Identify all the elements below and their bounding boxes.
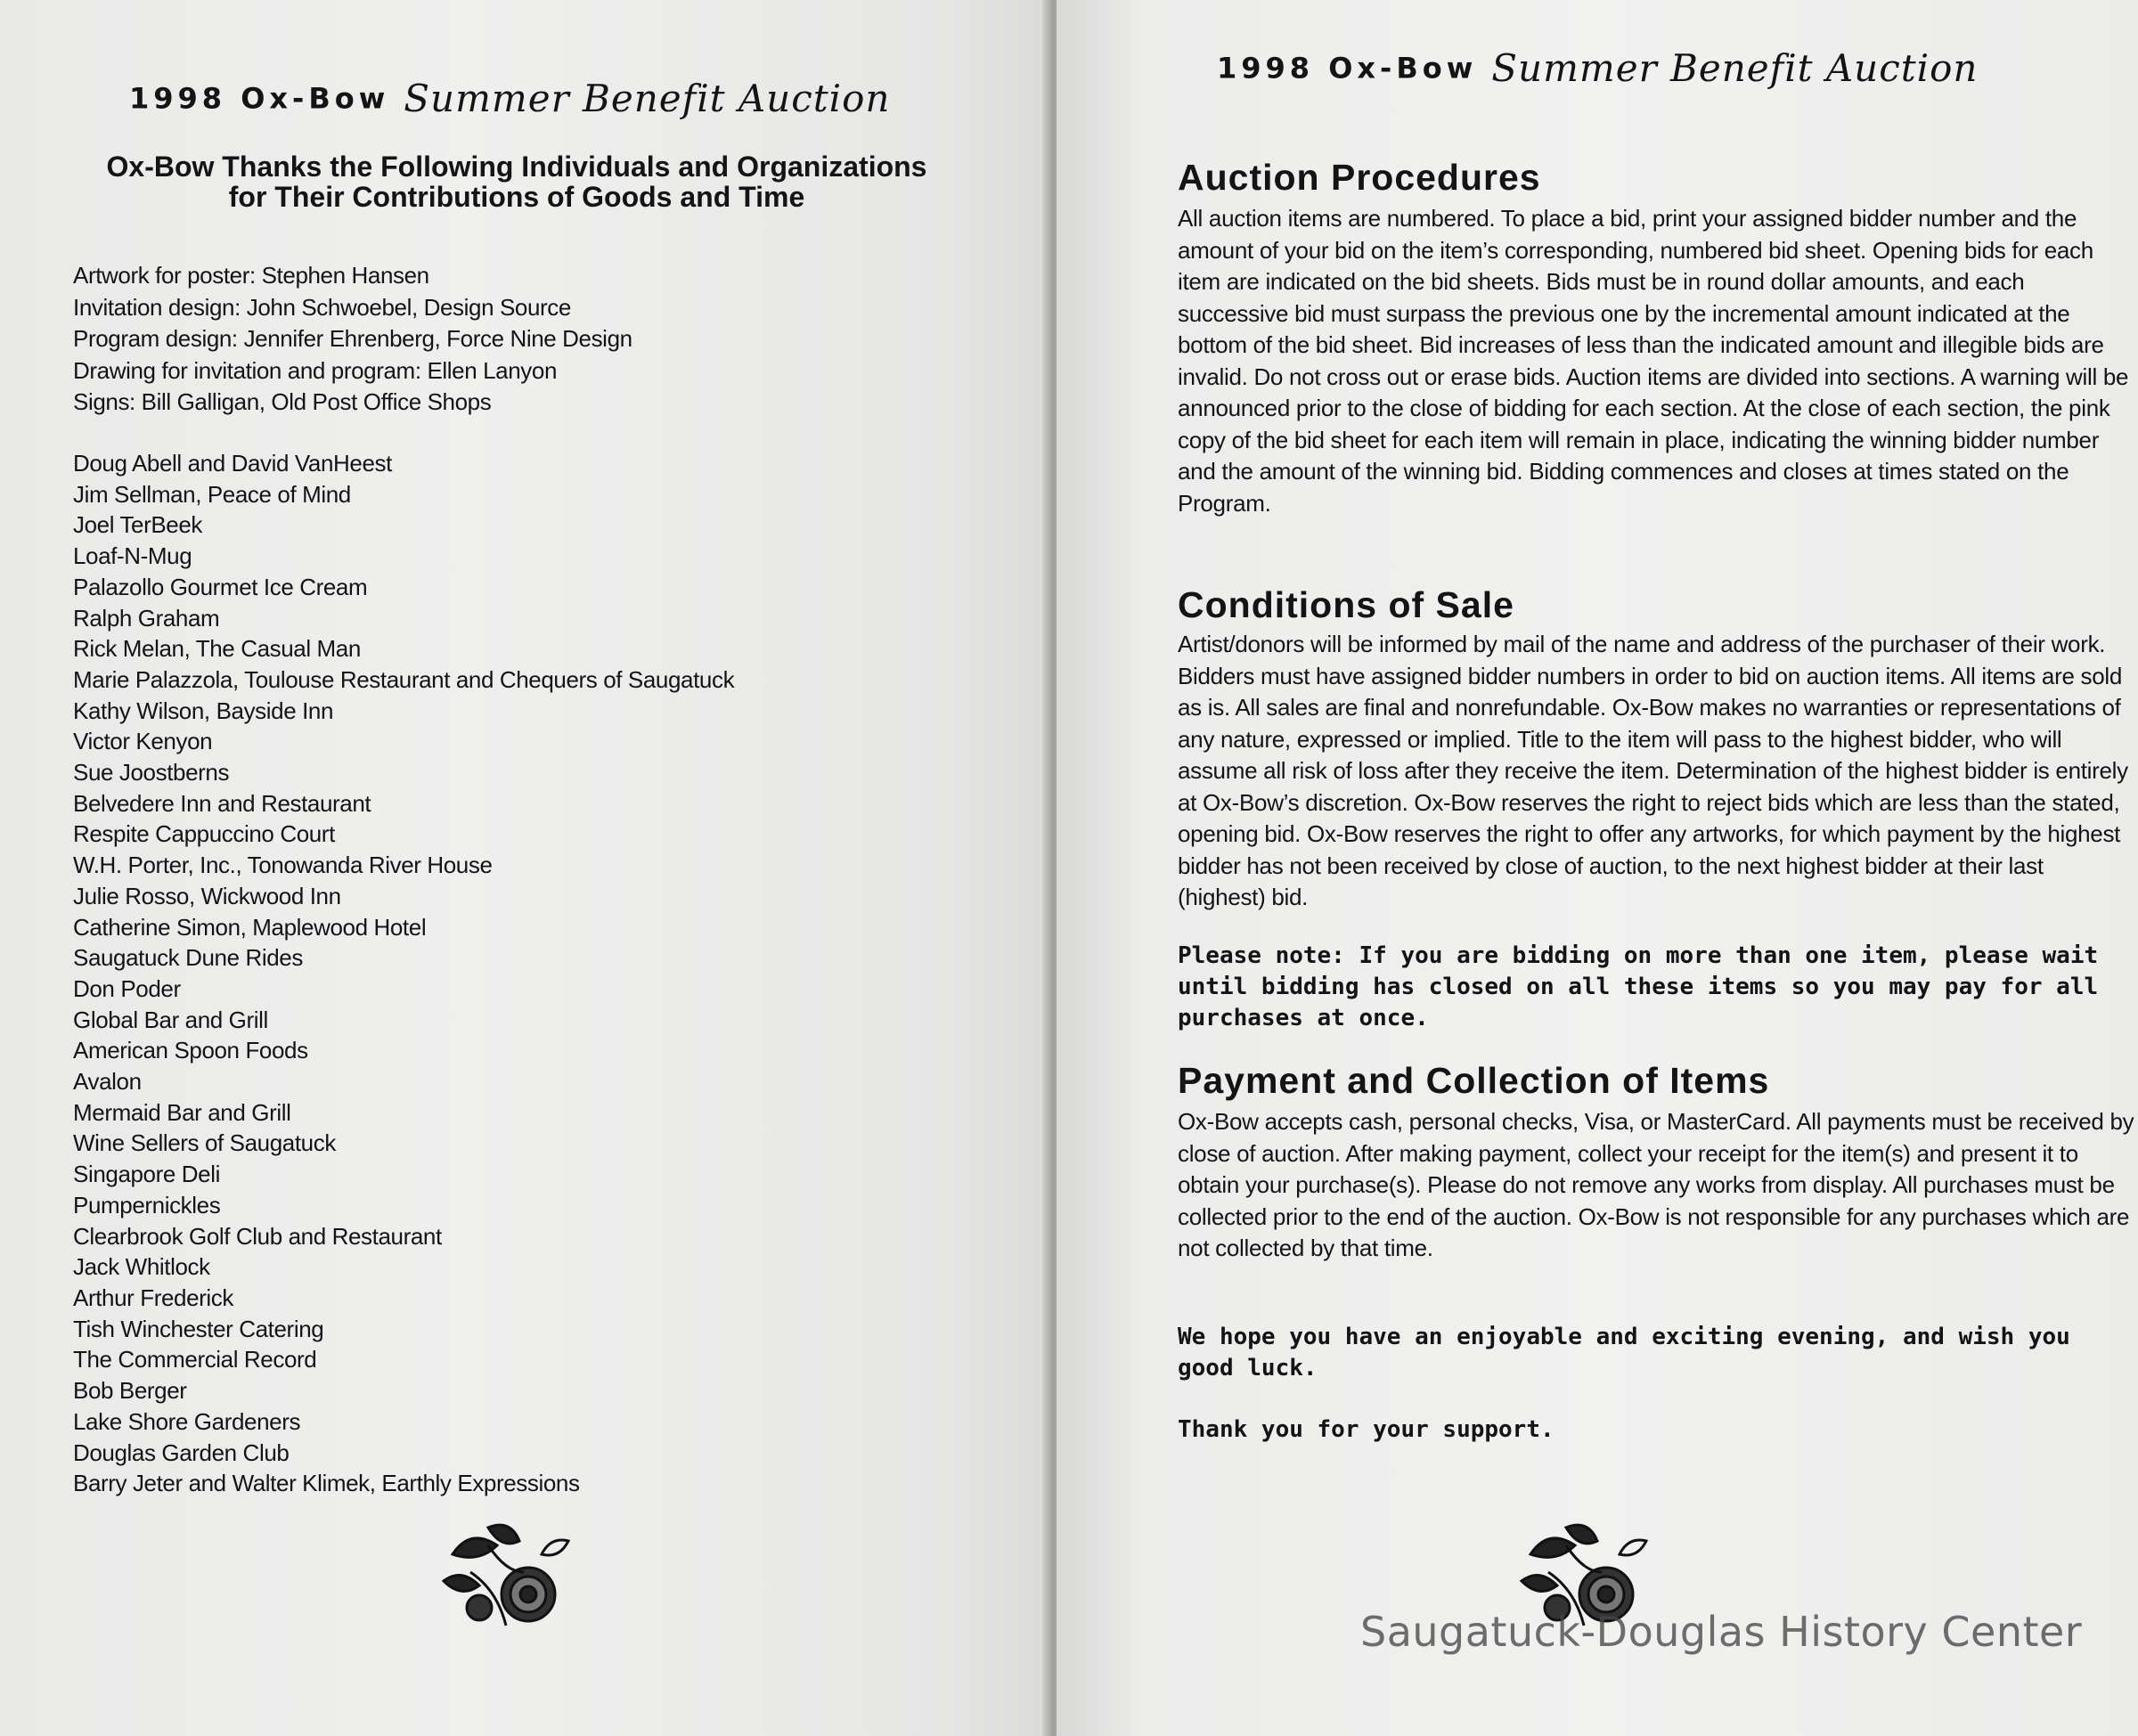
contributor-item: Barry Jeter and Walter Klimek, Earthly Expressions <box>73 1470 580 1497</box>
flower-drawing-icon <box>435 1519 577 1634</box>
right-page-header <box>1217 46 1978 90</box>
contributor-item: Joel TerBeek <box>73 511 203 539</box>
procedures-text: All auction items are numbered. To place a bid, print your assigned bidder number and the amount of your bid on the item’s corresponding, numbered bid sheet. Opening bids for each item are indicated on the bid sheets. Bids must be in round dollar amounts, and each successive bid must surpass the previous one by the incremental amount indicated at the bottom of the bid sheet. Bid increases of less than the indicated amount and illegible bids are invalid. Do not cross out or erase bids. Auction items are divided into sections. A warning will be announced prior to the close of bidding for each section. At the close of each section, the pink copy of the bid sheet for each item will remain in place, indicating the winning bidder number and the amount of the winning bid. Bidding commences and closes at times stated on the Program. <box>1178 205 2129 517</box>
contributor-item: Avalon <box>73 1068 142 1096</box>
contributor-item: Belvedere Inn and Restaurant <box>73 789 371 817</box>
contributor-item: Sue Joostberns <box>73 759 230 786</box>
contributor-item: American Spoon Foods <box>73 1037 308 1064</box>
contributor-item: Jack Whitlock <box>73 1253 210 1281</box>
credit-item: Artwork for poster: Stephen Hansen <box>73 262 429 289</box>
contributors-list <box>73 448 734 1499</box>
header-script-title: Summer Benefit Auction <box>1491 46 1979 90</box>
contributor-item: W.H. Porter, Inc., Tonowanda River House <box>73 852 493 879</box>
right-page <box>1057 0 2138 1736</box>
payment-text: Ox-Bow accepts cash, personal checks, Visa, or MasterCard. All payments must be received by close of auction. After making payment, collect your receipt for the item(s) and present it to obtain your purchase(s). Please do not remove any works from display. All purchases must be collected prior to the end of the auction. Ox-Bow is not responsible for any purchases which are not collected by that time. <box>1178 1108 2134 1261</box>
header-year-org: 1998 Ox-Bow <box>129 81 390 116</box>
conditions-title: Conditions of Sale <box>1178 584 1514 625</box>
contributor-item: Global Bar and Grill <box>73 1006 268 1033</box>
contributor-item: Respite Cappuccino Court <box>73 820 335 848</box>
contributor-item: Julie Rosso, Wickwood Inn <box>73 882 341 909</box>
contributor-item: Loaf-N-Mug <box>73 542 192 570</box>
credits-list <box>73 260 632 419</box>
contributor-item: Don Poder <box>73 974 181 1002</box>
contributor-item: Palazollo Gourmet Ice Cream <box>73 573 368 600</box>
contributor-item: Mermaid Bar and Grill <box>73 1098 291 1126</box>
credit-item: Signs: Bill Galligan, Old Post Office Shops <box>73 388 492 415</box>
watermark: Saugatuck-Douglas History Center <box>1360 1608 2083 1656</box>
thanks-title <box>53 151 980 212</box>
contributor-item: Ralph Graham <box>73 604 220 632</box>
procedures-title: Auction Procedures <box>1178 157 1541 198</box>
contributor-item: Arthur Frederick <box>73 1284 233 1311</box>
contributor-item: Clearbrook Golf Club and Restaurant <box>73 1222 442 1250</box>
thanks-title-line1: Ox-Bow Thanks the Following Individuals and Organizations <box>106 151 927 183</box>
contributor-item: Rick Melan, The Casual Man <box>73 635 361 663</box>
conditions-text: Artist/donors will be informed by mail of the name and address of the purchaser of their work. Bidders must have assigned bidder numbers in order to bid on auction items. All items are sold as is. All sales are final and nonrefundable. Ox-Bow makes no warranties or representations of any nature, expressed or implied. Title to the item will pass to the highest bidder, who will assume all risk of loss after they receive the item. Determination of the highest bidder is entirely at Ox-Bow’s discretion. Ox-Bow reserves the right to reject bids which are less than the stated, opening bid. Ox-Bow reserves the right to offer any artworks, for which payment by the highest bidder has not been received by close of auction, to the next highest bidder at their last (highest) bid. <box>1178 631 2128 910</box>
contributor-item: Doug Abell and David VanHeest <box>73 450 392 477</box>
thanks-title-line2: for Their Contributions of Goods and Time <box>228 181 805 213</box>
contributor-item: Kathy Wilson, Bayside Inn <box>73 697 334 724</box>
credit-item: Program design: Jennifer Ehrenberg, Force Nine Design <box>73 325 632 352</box>
header-year-org: 1998 Ox-Bow <box>1217 51 1478 86</box>
contributor-item: Marie Palazzola, Toulouse Restaurant and Chequers of Saugatuck <box>73 665 735 693</box>
contributor-item: Jim Sellman, Peace of Mind <box>73 480 351 508</box>
conditions-note: Please note: If you are bidding on more than one item, please wait until bidding has closed on all these items so you may pay for all purchases at once. <box>1178 942 2099 1031</box>
contributor-item: Catherine Simon, Maplewood Hotel <box>73 913 427 941</box>
left-page <box>0 0 1051 1736</box>
credit-item: Drawing for invitation and program: Ellen Lanyon <box>73 356 557 384</box>
contributor-item: Saugatuck Dune Rides <box>73 944 303 972</box>
contributor-item: The Commercial Record <box>73 1346 317 1373</box>
contributor-item: Tish Winchester Catering <box>73 1315 324 1342</box>
contributor-item: Douglas Garden Club <box>73 1439 290 1466</box>
contributor-item: Lake Shore Gardeners <box>73 1407 301 1435</box>
header-script-title: Summer Benefit Auction <box>404 77 891 120</box>
contributor-item: Bob Berger <box>73 1377 187 1405</box>
left-page-header <box>129 77 890 120</box>
payment-title: Payment and Collection of Items <box>1178 1060 1770 1101</box>
contributor-item: Victor Kenyon <box>73 728 213 755</box>
credit-item: Invitation design: John Schwoebel, Design Source <box>73 293 571 321</box>
contributor-item: Singapore Deli <box>73 1161 220 1188</box>
thanks-note: Thank you for your support. <box>1178 1416 1555 1443</box>
closing-note: We hope you have an enjoyable and exciting evening, and wish you good luck. <box>1178 1324 2070 1381</box>
contributor-item: Wine Sellers of Saugatuck <box>73 1129 336 1157</box>
contributor-item: Pumpernickles <box>73 1191 221 1218</box>
